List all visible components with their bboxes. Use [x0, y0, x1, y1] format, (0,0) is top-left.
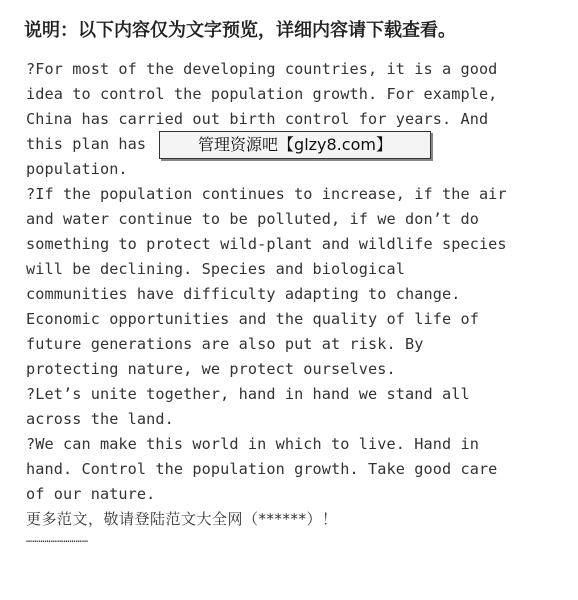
body-line-8: something to protect wild-plant and wildlife species — [26, 235, 507, 253]
watermark-banner: 管理资源吧【glzy8.com】 — [159, 131, 431, 159]
body-line-18: of our nature. — [26, 485, 156, 503]
ellipsis-dots: ………………………… — [26, 534, 89, 545]
body-line-10: communities have difficulty adapting to change. — [26, 285, 461, 303]
body-line-14: ?Let’s unite together, hand in hand we stand all — [26, 385, 470, 403]
preview-notice: 说明：以下内容仅为文字预览，详细内容请下载查看。 — [24, 20, 456, 41]
document-body — [26, 57, 566, 532]
body-line-1: ?For most of the developing countries, it is a good — [26, 60, 498, 78]
body-line-13: protecting nature, we protect ourselves. — [26, 360, 396, 378]
body-line-16: ?We can make this world in which to live. Hand in — [26, 435, 479, 453]
body-line-7: and water continue to be polluted, if we don’t do — [26, 210, 479, 228]
footer-more-essays: 更多范文，敬请登陆范文大全网（******）！ — [26, 510, 338, 528]
body-line-9: will be declining. Species and biological — [26, 260, 405, 278]
body-line-5: population. — [26, 160, 128, 178]
body-line-6: ?If the population continues to increase, if the air — [26, 185, 507, 203]
body-line-2: idea to control the population growth. For example, — [26, 85, 498, 103]
body-line-15: across the land. — [26, 410, 174, 428]
body-line-4: this plan has — [26, 135, 147, 153]
body-line-17: hand. Control the population growth. Take good care — [26, 460, 498, 478]
body-line-3: China has carried out birth control for years. And — [26, 110, 489, 128]
body-line-12: future generations are also put at risk. By — [26, 335, 424, 353]
body-line-11: Economic opportunities and the quality of life of — [26, 310, 479, 328]
